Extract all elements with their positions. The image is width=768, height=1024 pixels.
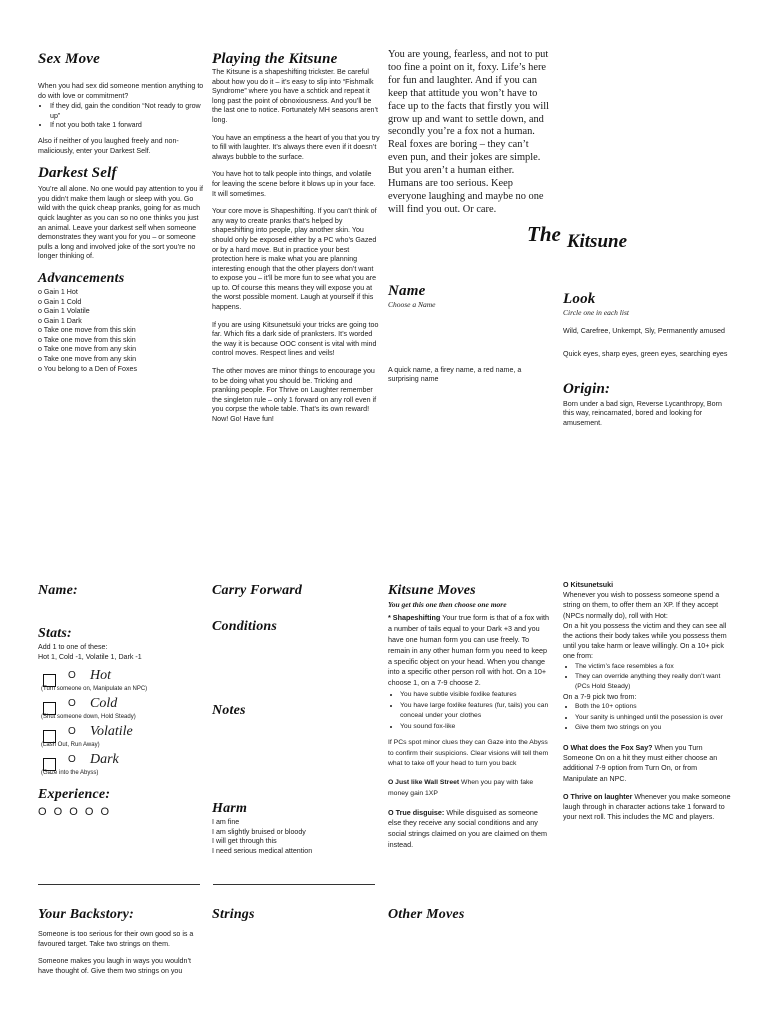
divider (213, 884, 375, 885)
kitsunetsuki-bullets-2 (563, 702, 733, 733)
list-item: • You have subtle visible foxlike features (400, 690, 550, 701)
list-item[interactable]: o Gain 1 Cold (38, 297, 82, 306)
name-title: Name (388, 283, 426, 299)
moves-subtitle: You get this one then choose one more (388, 600, 507, 609)
list-item: • The victim’s face resembles a fox (575, 662, 733, 672)
notes-block (212, 702, 378, 720)
list-item[interactable]: o Take one move from any skin (38, 345, 137, 354)
carry-forward-block (212, 582, 378, 636)
advancements-list (38, 288, 204, 374)
stat-name: Hot (90, 668, 111, 684)
playing-paragraph: You have hot to talk people into things, and volatile for leaving the scene before it blows up in your face. It will sometimes. (212, 170, 376, 198)
stat-volatile (38, 724, 204, 756)
sex-move-title: Sex Move (38, 51, 101, 67)
kitsunetsuki-mixed: On a 7-9 pick two from: (563, 693, 637, 702)
harm-level[interactable]: I am slightly bruised or bloody (212, 827, 306, 836)
list-item[interactable]: o Gain 1 Hot (38, 287, 78, 296)
name-block (388, 282, 548, 385)
playing-paragraph: If you are using Kitsunetsuki your tricks are going too far. Which fits a dark side of pranksters. It’s worded the way it is because OOC consent is vital with mind control moves. Respect lines and veils! (212, 320, 379, 358)
name-subtitle: Choose a Name (388, 300, 436, 309)
shapeshift-outro: If PCs spot minor clues they can Gaze into the Abyss to confirm their suspicions. Clear visions will tell them what to take off your head to turn you back (388, 739, 549, 768)
stat-dark (38, 752, 204, 784)
list-item: • Give them two strings on you (575, 723, 733, 733)
wallstreet-move (388, 778, 550, 800)
stat-mark[interactable]: O (68, 726, 76, 738)
backstory-label: Your Backstory: (38, 907, 134, 922)
shapeshift-title: * Shapeshifting (388, 612, 441, 622)
list-item: • Your sanity is unhinged until the posession is over (575, 713, 733, 723)
intro-text: You are young, fearless, and not to put too fine a point on it, foxy. Life’s here for fun and laughter. And if you can keep that attitude you won’t have to face up to the facts that firstly you will grow up and want to settle down, and secondly you’re a fox not a human. Real foxes are boring – they can’t even pun, and their jokes are simple. But you aren’t a human either. Humans are too serious. Keep everyone laughing and maybe no one will find you out. Or care. (388, 49, 550, 215)
list-item: • If they did, gain the condition “Not ready to grow up” (50, 102, 204, 121)
look-list-1: Wild, Carefree, Unkempt, Sly, Permanently amused (563, 326, 725, 335)
list-item: • Both the 10+ options (575, 702, 733, 712)
stats-options: Hot 1, Cold -1, Volatile 1, Dark -1 (38, 652, 142, 661)
stat-hint: (Lash Out, Run Away) (41, 742, 100, 749)
list-item[interactable]: o Take one move from any skin (38, 355, 137, 364)
stats-instructions: Add 1 to one of these: (38, 643, 108, 651)
stats-label: Stats: (38, 626, 72, 641)
list-item: • You sound fox-like (400, 722, 550, 733)
list-item[interactable]: o Gain 1 Dark (38, 316, 82, 325)
kitsunetsuki-text: Whenever you wish to possess someone spend a string on them, to offer them an XP. If they accept (NPCs normally do), roll with Hot: (563, 591, 720, 620)
stat-hint: (Gaze into the Abyss) (41, 770, 99, 777)
sex-move-outro: Also if neither of you laughed freely and non-maliciously, enter your Darkest Self. (38, 136, 179, 155)
shapeshift-text: Your true form is that of a fox with a number of tails equal to your Dark +3 and you have one human form you can use freely. To remain in any other human form you need to keep a specific object on your head. When you change into a specific other person roll with hot. On a 10+ choose 1, on a 7-9 choose 2. (388, 612, 550, 688)
kitsunetsuki-hit: On a hit you possess the victim and they can see all the actions their body takes while you possess them until you take harm or leave willingly. On a 10+ pick one from: (563, 621, 727, 661)
look-title: Look (563, 291, 596, 307)
list-item: • They can override anything they really don’t want (PCs Hold Steady) (575, 672, 733, 692)
experience-marks[interactable]: O O O O O (38, 806, 112, 819)
playing-paragraph: The other moves are minor things to encourage you to be doing what you should be. Tricking and pranking people. For Thrive on Laughter remember the singleton rule – only 1 forward on any roll even if you corpse the whole table. That’s its own reward! Now! Go! Have fun! (212, 367, 377, 423)
sex-move-bullets (38, 102, 204, 131)
name-options: A quick name, a firey name, a red name, a surprising name (388, 365, 522, 384)
column-playing (212, 50, 380, 433)
stat-hint: (Shut someone down, Hold Steady) (41, 714, 136, 721)
list-item[interactable]: o You belong to a Den of Foxes (38, 364, 137, 373)
kitsune-moves-2 (563, 580, 733, 830)
stat-mark[interactable]: O (68, 670, 76, 682)
darkest-self-title: Darkest Self (38, 165, 117, 182)
skin-title-name: Kitsune (566, 231, 628, 252)
notes-label: Notes (212, 703, 246, 718)
stat-name: Cold (90, 696, 118, 712)
backstory-block (38, 906, 204, 984)
look-list-2: Quick eyes, sharp eyes, green eyes, searching eyes (563, 350, 728, 359)
list-item[interactable]: o Take one move from this skin (38, 335, 136, 344)
foxsay-text: When you Turn Someone On on a hit they must either choose an additional 7-9 option from Turn On, or from Manipulate an NPC. (563, 744, 718, 783)
list-item[interactable]: o Take one move from this skin (38, 326, 136, 335)
shapeshift-move (388, 613, 550, 689)
stat-name: Dark (90, 752, 119, 768)
shapeshift-bullets (388, 690, 550, 732)
backstory-item: Someone makes you laugh in ways you wouldn’t have thought of. Give them two strings on you (38, 957, 191, 975)
conditions-label: Conditions (212, 619, 278, 634)
list-item: • You have large foxlike features (fur, tails) you can conceal under your clothes (400, 701, 550, 722)
origin-text: Born under a bad sign, Reverse Lycanthropy, Born this way, reincarnated, bored and looking for amusement. (563, 399, 722, 427)
wallstreet-text: When you pay with fake money gain 1XP (388, 778, 534, 797)
other-moves-label: Other Moves (388, 907, 465, 922)
disguise-move (388, 808, 550, 852)
stat-name: Volatile (90, 724, 133, 740)
strings-label: Strings (212, 907, 255, 922)
divider (38, 884, 200, 885)
harm-block (212, 800, 378, 856)
list-item[interactable]: o Gain 1 Volatile (38, 307, 90, 316)
darkest-self-text: You’re all alone. No one would pay attention to you if you didn’t make them laugh or sleep with you. Go wild with the quick cheap pranks, going for as much quick laughter as you can so no one thinks you just an animal. Leave your darkest self when someone demonstrates they want you for you – or someone pulls a long and involved joke of the sort you’re no longer thinking of. (38, 185, 203, 261)
stat-mark[interactable]: O (68, 754, 76, 766)
harm-label: Harm (212, 801, 248, 816)
playing-paragraph: Your core move is Shapeshifting. If you can’t think of any way to create pranks that’s helped by shapeshifting into people, play another skin. You should only be exposed either by a PC who’s Gazed or by a hard move. But in practice your best protection here is make what you are planning interesting enough that the other players don’t want to expose you – it’ll be more fun to see what you are up to. Of course this means they will expose you at the worst possible moment. Laugh at yourself if this happens. (212, 207, 377, 312)
disguise-title[interactable]: O True disguise: (388, 807, 445, 817)
thrive-move (563, 792, 733, 823)
sheet-name-label: Name: (38, 583, 78, 598)
skin-title-the: The (527, 222, 561, 246)
kitsunetsuki-bullets-1 (563, 662, 733, 693)
stat-hot (38, 668, 204, 700)
thrive-title[interactable]: O Thrive on laughter (563, 792, 633, 801)
strings-block (212, 906, 378, 924)
advancements-title: Advancements (38, 270, 125, 286)
playing-title: Playing the Kitsune (212, 51, 338, 67)
harm-level[interactable]: I will get through this (212, 837, 277, 846)
disguise-text: While disguised as someone else they receive any social conditions and any social strings claimed on you are claimed on them instead. (388, 807, 547, 850)
stat-hint: (Turn someone on, Manipulate an NPC) (41, 686, 148, 693)
experience-label: Experience: (38, 787, 111, 803)
stat-mark[interactable]: O (68, 698, 76, 710)
foxsay-title[interactable]: O What does the Fox Say? (563, 744, 653, 753)
skin-title (527, 222, 628, 252)
look-block (563, 290, 733, 437)
column-sex-move (38, 50, 204, 374)
playing-paragraph: You have an emptiness a the heart of you that you try to fill with laughter. It’s always there even if it doesn’t always bubble to the surface. (212, 133, 380, 161)
playing-paragraph: The Kitsune is a shapeshifting trickster. Be careful about how you do it – it’s easy to slip into “Fishmalk Syndrome” where you have a schtick and repeat it long past the point of obnoxiousness. And you’ll be the last one to notice. Fortunately MH seasons aren’t long. (212, 68, 379, 124)
thrive-text: Whenever you make someone laugh through in character actions take 1 forward to your next roll. This includes the MC and players. (563, 792, 731, 822)
other-moves-block (388, 906, 554, 924)
wallstreet-title[interactable]: O Just like Wall Street (388, 778, 460, 786)
moves-title: Kitsune Moves (388, 583, 476, 598)
harm-level[interactable]: I am fine (212, 818, 240, 826)
list-item: • If not you both take 1 forward (50, 121, 204, 131)
harm-level[interactable]: I need serious medical attention (212, 846, 313, 855)
sex-move-intro: When you had sex did someone mention anything to do with love or commitment? (38, 82, 204, 100)
look-subtitle: Circle one in each list (563, 308, 629, 317)
backstory-item: Someone is too serious for their own good so is a favoured target. Take two strings on them. (38, 930, 194, 948)
origin-title: Origin: (563, 380, 611, 397)
kitsune-moves (388, 582, 550, 859)
foxsay-move (563, 743, 733, 784)
kitsunetsuki-title[interactable]: O Kitsunetsuki (563, 581, 614, 589)
carry-forward-label: Carry Forward (212, 583, 303, 598)
column-sheet (38, 582, 204, 818)
